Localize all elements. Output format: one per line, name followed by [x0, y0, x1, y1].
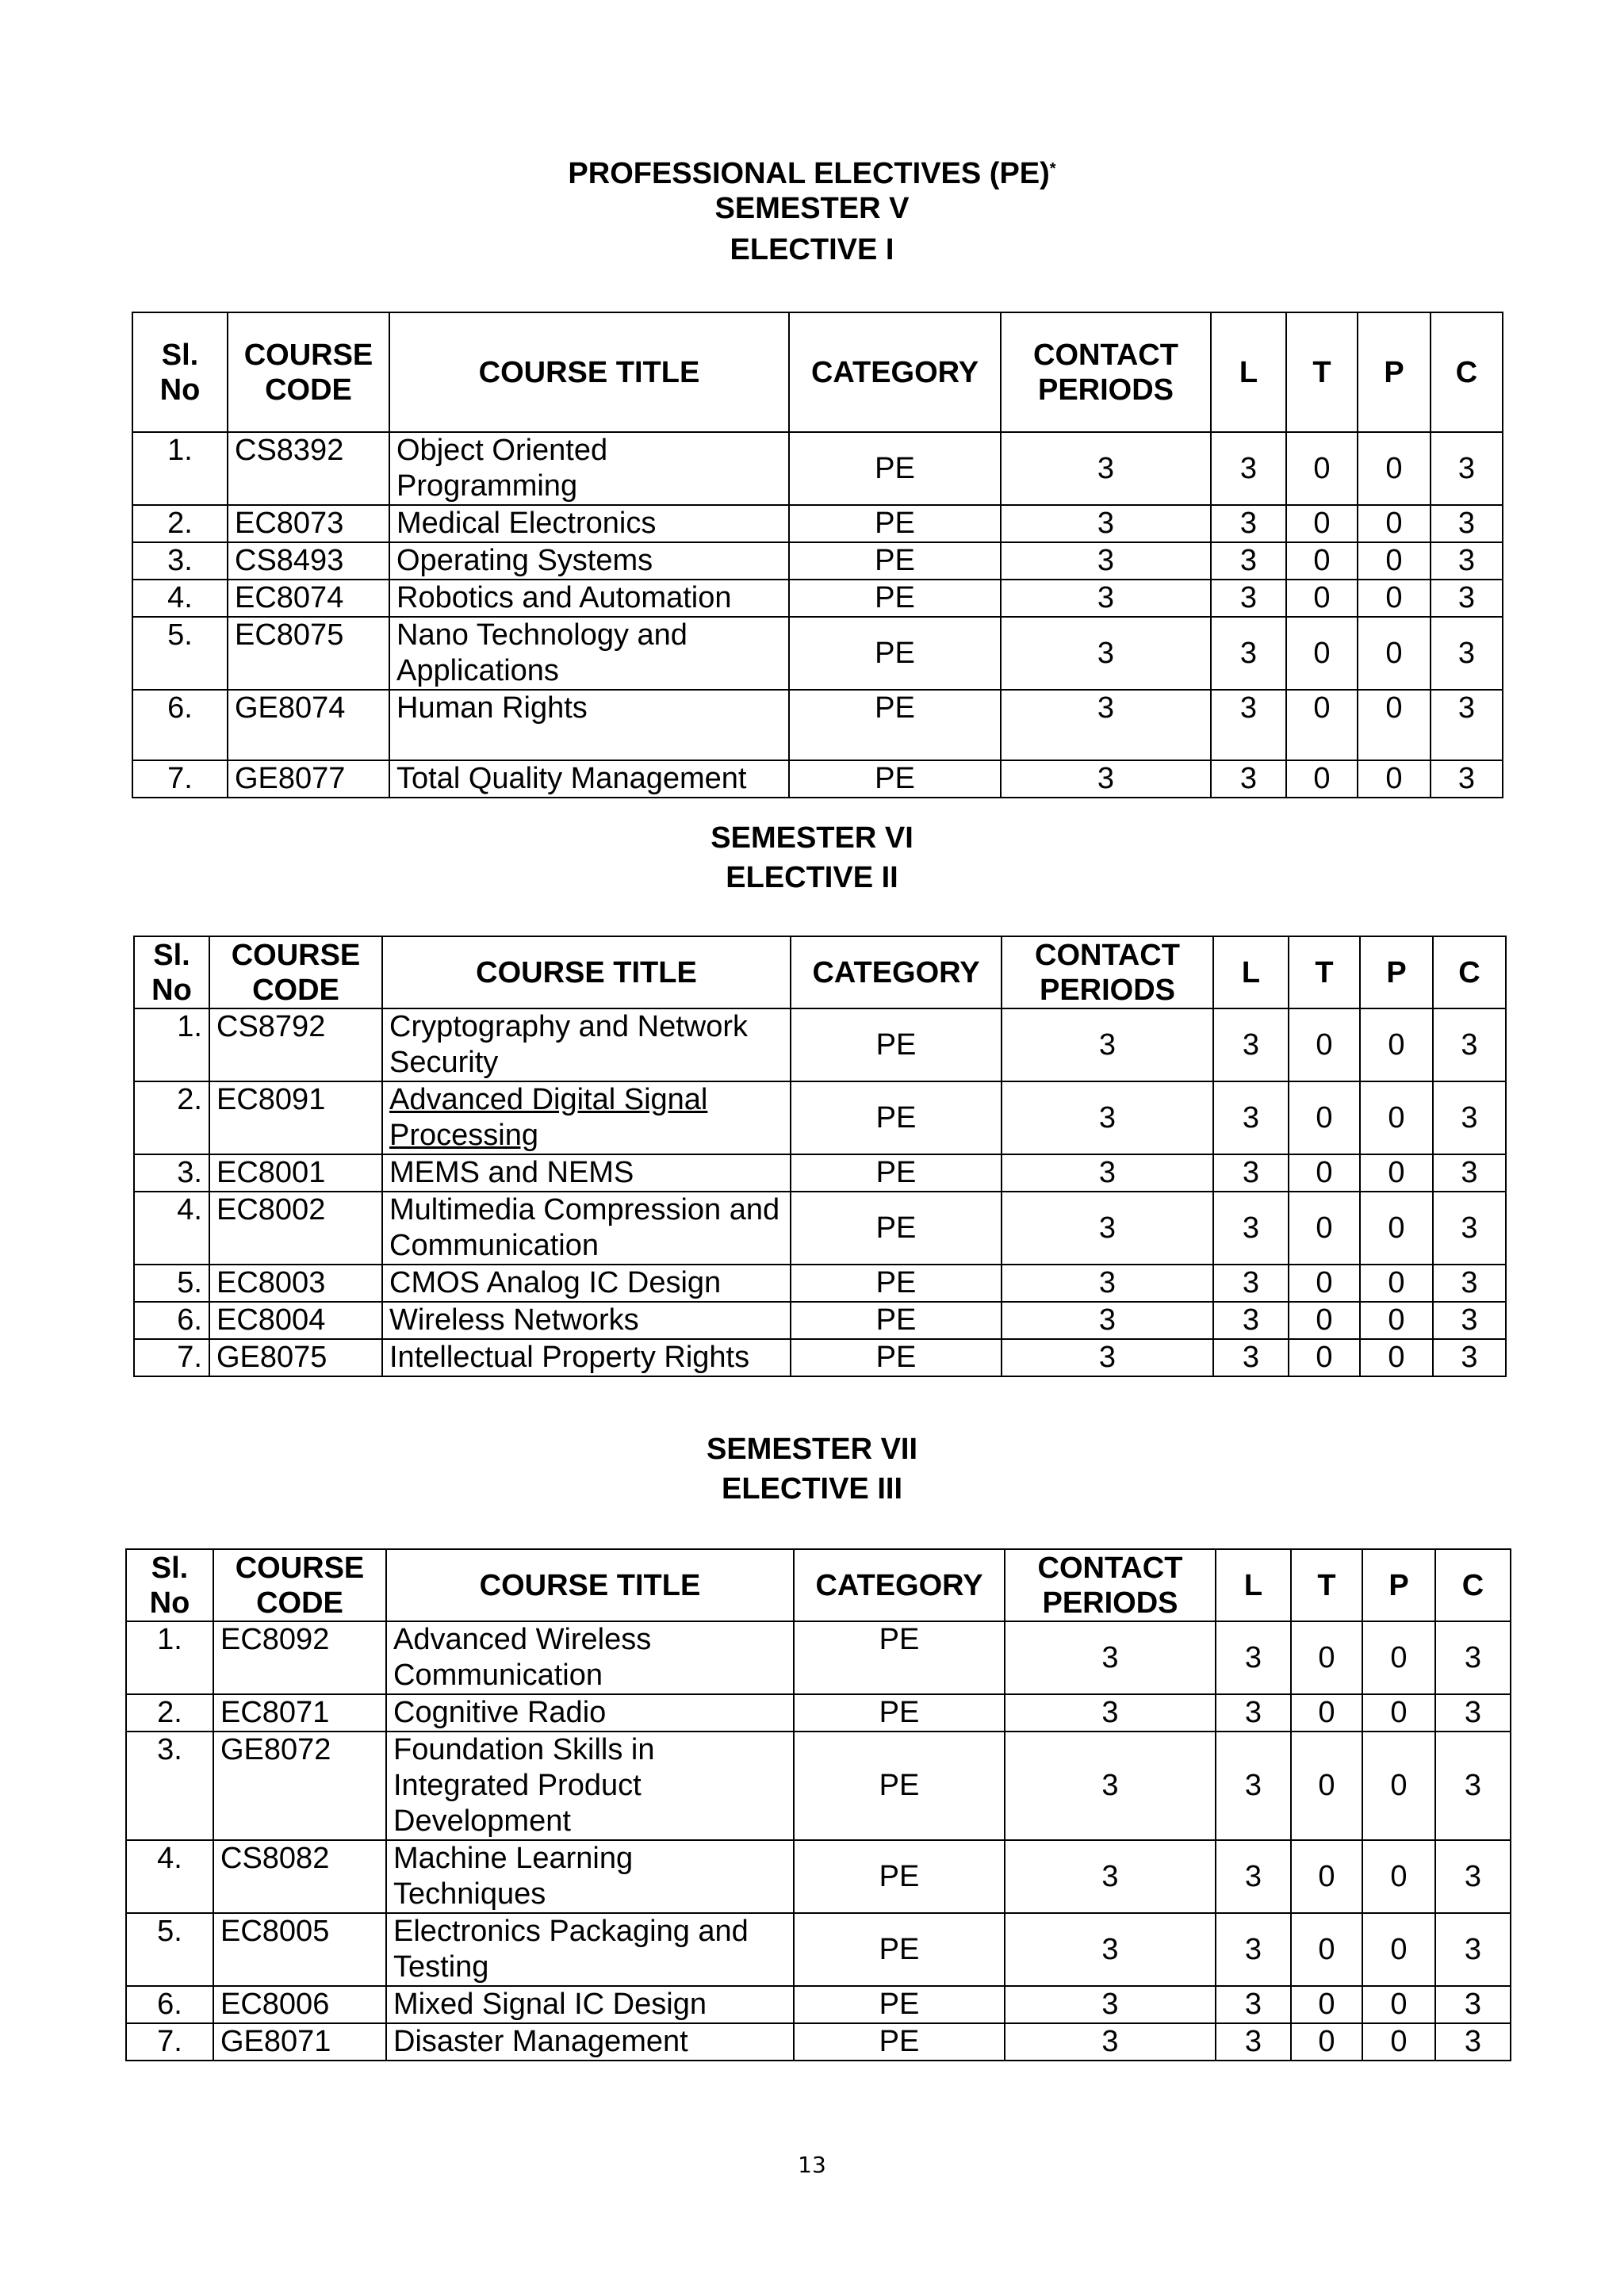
cell-contact: 3	[1002, 1154, 1213, 1192]
cell-p: 0	[1360, 1192, 1433, 1265]
table-row	[132, 505, 1503, 542]
col-header-category: CATEGORY	[794, 1549, 1005, 1621]
col-header-sl: Sl. No	[132, 312, 228, 432]
cell-p: 0	[1360, 1339, 1433, 1376]
cell-p: 0	[1362, 1621, 1435, 1694]
cell-code: EC8005	[213, 1913, 386, 1986]
col-header-c: C	[1431, 312, 1503, 432]
cell-sl: 7.	[132, 760, 228, 798]
cell-category: PE	[794, 1694, 1005, 1732]
cell-p: 0	[1360, 1302, 1433, 1339]
col-header-contact: CONTACT PERIODS	[1001, 312, 1211, 432]
cell-sl: 5.	[126, 1913, 213, 1986]
col-header-p: P	[1358, 312, 1431, 432]
cell-l: 3	[1213, 1302, 1289, 1339]
col-header-contact: CONTACT PERIODS	[1002, 936, 1213, 1008]
cell-c: 3	[1433, 1008, 1506, 1081]
cell-title: Total Quality Management	[389, 760, 789, 798]
cell-sl: 7.	[134, 1339, 209, 1376]
cell-t: 0	[1289, 1192, 1360, 1265]
cell-sl: 1.	[134, 1008, 209, 1081]
col-header-sl: Sl. No	[134, 936, 209, 1008]
cell-title: Operating Systems	[389, 542, 789, 580]
cell-category: PE	[794, 1840, 1005, 1913]
col-header-sl: Sl. No	[126, 1549, 213, 1621]
cell-category: PE	[794, 1732, 1005, 1840]
cell-sl: 2.	[134, 1081, 209, 1154]
cell-category: PE	[791, 1339, 1002, 1376]
cell-sl: 3.	[134, 1154, 209, 1192]
cell-title: CMOS Analog IC Design	[382, 1265, 791, 1302]
cell-c: 3	[1433, 1265, 1506, 1302]
page-title	[0, 155, 1624, 192]
cell-l: 3	[1216, 1621, 1291, 1694]
col-header-title: COURSE TITLE	[382, 936, 791, 1008]
cell-title: Mixed Signal IC Design	[386, 1986, 794, 2023]
cell-category: PE	[794, 2023, 1005, 2061]
table-row	[132, 617, 1503, 690]
cell-code: EC8003	[209, 1265, 382, 1302]
col-header-category: CATEGORY	[791, 936, 1002, 1008]
cell-category: PE	[794, 1621, 1005, 1694]
cell-sl: 7.	[126, 2023, 213, 2061]
elective-table-1	[132, 312, 1503, 798]
cell-category: PE	[791, 1302, 1002, 1339]
cell-code: GE8071	[213, 2023, 386, 2061]
cell-l: 3	[1216, 1986, 1291, 2023]
cell-t: 0	[1289, 1081, 1360, 1154]
cell-t: 0	[1291, 2023, 1362, 2061]
cell-c: 3	[1433, 1302, 1506, 1339]
col-header-l: L	[1211, 312, 1286, 432]
cell-c: 3	[1431, 760, 1503, 798]
cell-contact: 3	[1001, 617, 1211, 690]
cell-p: 0	[1360, 1265, 1433, 1302]
table-row	[134, 1008, 1506, 1081]
cell-code: CS8392	[228, 432, 389, 505]
table-row	[134, 1192, 1506, 1265]
cell-l: 3	[1213, 1154, 1289, 1192]
table-header-row	[132, 312, 1503, 432]
cell-t: 0	[1286, 432, 1358, 505]
cell-l: 3	[1213, 1081, 1289, 1154]
table-row	[134, 1154, 1506, 1192]
cell-t: 0	[1291, 1986, 1362, 2023]
cell-category: PE	[789, 542, 1001, 580]
cell-title: MEMS and NEMS	[382, 1154, 791, 1192]
cell-c: 3	[1433, 1339, 1506, 1376]
cell-sl: 6.	[132, 690, 228, 760]
cell-title: Cognitive Radio	[386, 1694, 794, 1732]
table-row	[126, 1840, 1511, 1913]
cell-t: 0	[1289, 1154, 1360, 1192]
cell-l: 3	[1211, 505, 1286, 542]
cell-c: 3	[1431, 580, 1503, 617]
cell-p: 0	[1358, 580, 1431, 617]
col-header-t: T	[1291, 1549, 1362, 1621]
table-header-row	[134, 936, 1506, 1008]
table-row	[134, 1265, 1506, 1302]
cell-c: 3	[1431, 432, 1503, 505]
col-header-code: COURSE CODE	[213, 1549, 386, 1621]
cell-title: Machine Learning Techniques	[386, 1840, 794, 1913]
cell-sl: 2.	[126, 1694, 213, 1732]
cell-contact: 3	[1005, 1621, 1216, 1694]
cell-title	[382, 1081, 791, 1154]
cell-t: 0	[1289, 1008, 1360, 1081]
table-header-row	[126, 1549, 1511, 1621]
cell-p: 0	[1362, 1732, 1435, 1840]
cell-c: 3	[1435, 1694, 1511, 1732]
cell-sl: 4.	[134, 1192, 209, 1265]
cell-l: 3	[1213, 1192, 1289, 1265]
cell-p: 0	[1362, 1840, 1435, 1913]
cell-title: Wireless Networks	[382, 1302, 791, 1339]
cell-p: 0	[1362, 2023, 1435, 2061]
cell-t: 0	[1286, 505, 1358, 542]
cell-code: GE8072	[213, 1732, 386, 1840]
cell-l: 3	[1213, 1339, 1289, 1376]
cell-t: 0	[1291, 1732, 1362, 1840]
cell-title-text: Advanced Digital Signal Processing	[389, 1083, 708, 1152]
cell-sl: 3.	[126, 1732, 213, 1840]
table-row	[126, 1732, 1511, 1840]
cell-t: 0	[1289, 1265, 1360, 1302]
elective-table-3	[125, 1548, 1511, 2061]
cell-contact: 3	[1005, 1694, 1216, 1732]
cell-category: PE	[789, 505, 1001, 542]
cell-title: Intellectual Property Rights	[382, 1339, 791, 1376]
cell-code: EC8004	[209, 1302, 382, 1339]
cell-l: 3	[1211, 580, 1286, 617]
cell-contact: 3	[1005, 2023, 1216, 2061]
cell-l: 3	[1211, 760, 1286, 798]
cell-contact: 3	[1001, 580, 1211, 617]
cell-c: 3	[1435, 1732, 1511, 1840]
cell-code: CS8082	[213, 1840, 386, 1913]
cell-c: 3	[1431, 617, 1503, 690]
cell-sl: 5.	[134, 1265, 209, 1302]
cell-category: PE	[791, 1154, 1002, 1192]
cell-category: PE	[794, 1913, 1005, 1986]
cell-t: 0	[1289, 1339, 1360, 1376]
cell-title: Disaster Management	[386, 2023, 794, 2061]
col-header-l: L	[1216, 1549, 1291, 1621]
cell-contact: 3	[1005, 1732, 1216, 1840]
cell-category: PE	[794, 1986, 1005, 2023]
cell-category: PE	[789, 760, 1001, 798]
cell-contact: 3	[1002, 1192, 1213, 1265]
cell-contact: 3	[1002, 1081, 1213, 1154]
cell-p: 0	[1362, 1913, 1435, 1986]
table-row	[126, 1986, 1511, 2023]
col-header-t: T	[1286, 312, 1358, 432]
cell-category: PE	[789, 690, 1001, 760]
elective-heading-3: ELECTIVE III	[721, 1472, 903, 1506]
cell-p: 0	[1360, 1154, 1433, 1192]
cell-c: 3	[1435, 1621, 1511, 1694]
elective-heading-2: ELECTIVE II	[726, 861, 898, 894]
cell-sl: 4.	[126, 1840, 213, 1913]
cell-c: 3	[1435, 1986, 1511, 2023]
semester-heading-1: SEMESTER V	[714, 192, 910, 225]
cell-category: PE	[791, 1265, 1002, 1302]
cell-p: 0	[1360, 1081, 1433, 1154]
cell-code: EC8002	[209, 1192, 382, 1265]
cell-t: 0	[1289, 1302, 1360, 1339]
cell-title: Robotics and Automation	[389, 580, 789, 617]
cell-code: EC8073	[228, 505, 389, 542]
cell-c: 3	[1435, 2023, 1511, 2061]
cell-category: PE	[789, 580, 1001, 617]
semester-heading-3: SEMESTER VII	[706, 1433, 918, 1466]
col-header-code: COURSE CODE	[228, 312, 389, 432]
cell-code: GE8074	[228, 690, 389, 760]
cell-category: PE	[789, 432, 1001, 505]
cell-sl: 1.	[126, 1621, 213, 1694]
cell-code: EC8091	[209, 1081, 382, 1154]
cell-p: 0	[1358, 617, 1431, 690]
cell-p: 0	[1358, 542, 1431, 580]
col-header-contact: CONTACT PERIODS	[1005, 1549, 1216, 1621]
cell-contact: 3	[1002, 1265, 1213, 1302]
cell-t: 0	[1291, 1913, 1362, 1986]
cell-title: Electronics Packaging and Testing	[386, 1913, 794, 1986]
elective-heading-1: ELECTIVE I	[730, 233, 894, 266]
col-header-c: C	[1433, 936, 1506, 1008]
table-row	[134, 1081, 1506, 1154]
cell-contact: 3	[1001, 542, 1211, 580]
cell-t: 0	[1286, 690, 1358, 760]
cell-code: EC8001	[209, 1154, 382, 1192]
cell-sl: 1.	[132, 432, 228, 505]
table-row	[134, 1339, 1506, 1376]
table-row	[126, 1621, 1511, 1694]
cell-t: 0	[1291, 1621, 1362, 1694]
cell-sl: 4.	[132, 580, 228, 617]
cell-contact: 3	[1001, 432, 1211, 505]
cell-t: 0	[1286, 580, 1358, 617]
cell-code: EC8075	[228, 617, 389, 690]
cell-contact: 3	[1001, 505, 1211, 542]
col-header-code: COURSE CODE	[209, 936, 382, 1008]
table-row	[132, 760, 1503, 798]
col-header-t: T	[1289, 936, 1360, 1008]
cell-contact: 3	[1005, 1840, 1216, 1913]
cell-sl: 2.	[132, 505, 228, 542]
cell-p: 0	[1358, 760, 1431, 798]
cell-category: PE	[791, 1081, 1002, 1154]
cell-p: 0	[1358, 505, 1431, 542]
cell-c: 3	[1433, 1192, 1506, 1265]
cell-c: 3	[1431, 505, 1503, 542]
cell-category: PE	[791, 1192, 1002, 1265]
semester-heading-2: SEMESTER VI	[710, 821, 914, 855]
cell-code: CS8493	[228, 542, 389, 580]
cell-contact: 3	[1001, 760, 1211, 798]
cell-t: 0	[1286, 542, 1358, 580]
cell-contact: 3	[1002, 1302, 1213, 1339]
col-header-title: COURSE TITLE	[389, 312, 789, 432]
cell-c: 3	[1433, 1154, 1506, 1192]
table-row	[132, 580, 1503, 617]
cell-c: 3	[1431, 542, 1503, 580]
cell-p: 0	[1362, 1986, 1435, 2023]
col-header-title: COURSE TITLE	[386, 1549, 794, 1621]
cell-p: 0	[1358, 690, 1431, 760]
cell-l: 3	[1216, 1732, 1291, 1840]
col-header-c: C	[1435, 1549, 1511, 1621]
cell-c: 3	[1431, 690, 1503, 760]
table-row	[126, 1694, 1511, 1732]
table-row	[132, 542, 1503, 580]
cell-sl: 3.	[132, 542, 228, 580]
cell-l: 3	[1216, 2023, 1291, 2061]
elective-table-2	[133, 936, 1507, 1377]
cell-l: 3	[1216, 1694, 1291, 1732]
table-row	[126, 2023, 1511, 2061]
cell-title: Medical Electronics	[389, 505, 789, 542]
title-footnote-mark: *	[1049, 160, 1056, 178]
cell-p: 0	[1360, 1008, 1433, 1081]
cell-p: 0	[1358, 432, 1431, 505]
cell-contact: 3	[1002, 1339, 1213, 1376]
cell-title: Foundation Skills in Integrated Product Development	[386, 1732, 794, 1840]
cell-contact: 3	[1001, 690, 1211, 760]
table-row	[134, 1302, 1506, 1339]
cell-t: 0	[1291, 1694, 1362, 1732]
cell-c: 3	[1435, 1840, 1511, 1913]
cell-l: 3	[1211, 690, 1286, 760]
cell-t: 0	[1286, 760, 1358, 798]
cell-title: Object Oriented Programming	[389, 432, 789, 505]
cell-sl: 5.	[132, 617, 228, 690]
page-number: 13	[798, 2152, 826, 2178]
table-row	[132, 690, 1503, 760]
cell-contact: 3	[1005, 1986, 1216, 2023]
cell-p: 0	[1362, 1694, 1435, 1732]
cell-t: 0	[1286, 617, 1358, 690]
cell-code: GE8077	[228, 760, 389, 798]
cell-contact: 3	[1002, 1008, 1213, 1081]
cell-code: EC8092	[213, 1621, 386, 1694]
cell-title: Advanced Wireless Communication	[386, 1621, 794, 1694]
cell-contact: 3	[1005, 1913, 1216, 1986]
cell-category: PE	[789, 617, 1001, 690]
cell-title: Human Rights	[389, 690, 789, 760]
cell-category: PE	[791, 1008, 1002, 1081]
cell-c: 3	[1435, 1913, 1511, 1986]
cell-code: CS8792	[209, 1008, 382, 1081]
cell-l: 3	[1211, 617, 1286, 690]
cell-l: 3	[1213, 1265, 1289, 1302]
col-header-category: CATEGORY	[789, 312, 1001, 432]
col-header-l: L	[1213, 936, 1289, 1008]
cell-code: GE8075	[209, 1339, 382, 1376]
cell-c: 3	[1433, 1081, 1506, 1154]
col-header-p: P	[1360, 936, 1433, 1008]
cell-sl: 6.	[134, 1302, 209, 1339]
cell-title: Multimedia Compression and Communication	[382, 1192, 791, 1265]
cell-title: Cryptography and Network Security	[382, 1008, 791, 1081]
cell-code: EC8071	[213, 1694, 386, 1732]
col-header-p: P	[1362, 1549, 1435, 1621]
cell-l: 3	[1211, 432, 1286, 505]
cell-title: Nano Technology and Applications	[389, 617, 789, 690]
cell-code: EC8074	[228, 580, 389, 617]
cell-l: 3	[1216, 1913, 1291, 1986]
cell-sl: 6.	[126, 1986, 213, 2023]
page-title-text: PROFESSIONAL ELECTIVES (PE)	[568, 157, 1050, 190]
table-row	[132, 432, 1503, 505]
table-row	[126, 1913, 1511, 1986]
cell-t: 0	[1291, 1840, 1362, 1913]
cell-l: 3	[1211, 542, 1286, 580]
cell-code: EC8006	[213, 1986, 386, 2023]
cell-l: 3	[1216, 1840, 1291, 1913]
cell-l: 3	[1213, 1008, 1289, 1081]
